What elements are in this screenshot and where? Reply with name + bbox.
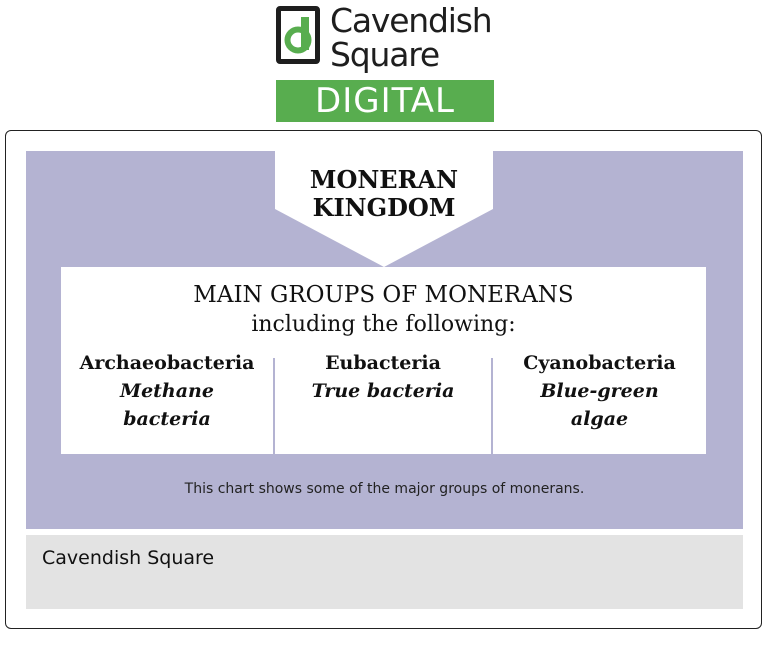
group-description: bacteria: [123, 408, 211, 430]
group-description: Methane: [120, 380, 214, 402]
group-name: Eubacteria: [325, 352, 441, 374]
logo-band: DIGITAL: [276, 80, 494, 122]
cavendish-square-digital-logo: [276, 1, 496, 122]
logo-word-line2: Square: [330, 35, 439, 74]
group-description: True bacteria: [311, 380, 455, 402]
kingdom-title: [275, 166, 493, 222]
group-description: Blue-green: [540, 380, 659, 402]
logo-mark: [276, 6, 320, 64]
figure-caption: This chart shows some of the major groups of monerans.: [184, 481, 585, 497]
groups-subtitle: including the following:: [251, 312, 516, 337]
group-name: Archaeobacteria: [79, 352, 255, 374]
group-description: algae: [570, 408, 629, 430]
group-column: [275, 349, 491, 405]
kingdom-title-line2: KINGDOM: [312, 193, 456, 222]
credit-text: Cavendish Square: [42, 547, 215, 569]
group-column: [493, 349, 706, 433]
d-letter-icon: [284, 14, 312, 56]
logo-word-line1: Cavendish: [330, 1, 492, 40]
kingdom-title-line1: MONERAN: [309, 165, 459, 194]
group-column: [61, 349, 273, 433]
groups-title: MAIN GROUPS OF MONERANS: [193, 282, 574, 308]
group-name: Cyanobacteria: [523, 352, 676, 374]
